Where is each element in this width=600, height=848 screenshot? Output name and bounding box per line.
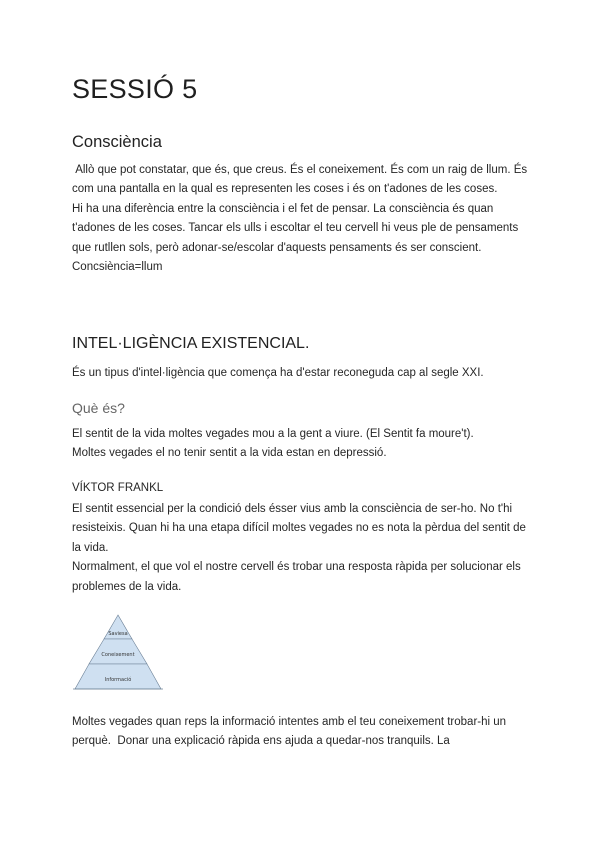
knowledge-pyramid-diagram xyxy=(72,612,164,692)
paragraph: Normalment, el que vol el nostre cervell és trobar una resposta ràpida per solucionar els problemes de la vida. xyxy=(72,561,521,593)
pyramid-label: Informació xyxy=(104,677,132,683)
paragraph: Moltes vegades el no tenir sentit a la vida estan en depressió. xyxy=(72,447,387,460)
paragraph: Allò que pot constatar, que és, que creus. És el coneixement. És com un raig de llum. És com una pantalla en la qual es representen les coses i és on t'adones de les coses. xyxy=(72,164,531,196)
intelligencia-body xyxy=(72,364,532,383)
closing-paragraph xyxy=(72,713,532,752)
consciencia-body xyxy=(72,161,532,277)
paragraph: És un tipus d'intel·ligència que comença ha d'estar reconeguda cap al segle XXI. xyxy=(72,367,484,379)
paragraph: Moltes vegades quan reps la informació intentes amb el teu coneixement trobar-hi un perquè. Donar una explicació ràpida ens ajuda a quedar-nos tranquils. La xyxy=(72,716,510,748)
pyramid-label: Saviesa xyxy=(108,631,128,637)
heading-viktor-frankl: VÍKTOR FRANKL xyxy=(72,482,164,494)
que-es-body xyxy=(72,425,532,464)
heading-que-es: Què és? xyxy=(72,400,125,416)
viktor-frankl-body xyxy=(72,500,532,597)
paragraph: El sentit essencial per la condició dels ésser vius amb la consciència de ser-ho. No t'hi resisteixis. Quan hi ha una etapa difícil moltes vegades no es nota la pèrdua del sentit de la vida. xyxy=(72,503,526,554)
heading-intelligencia-existencial: INTEL·LIGÈNCIA EXISTENCIAL. xyxy=(72,335,310,352)
paragraph: Hi ha una diferència entre la consciència i el fet de pensar. La consciència és quan t'adones de les coses. Tancar els ulls i escoltar el teu cervell hi veus ple de pensaments que rutllen sols, però adonar-se/escolar d'aquests pensaments és ser conscient. xyxy=(72,202,519,254)
page-title: SESSIÓ 5 xyxy=(72,74,198,104)
paragraph: El sentit de la vida moltes vegades mou a la gent a viure. (El Sentit fa moure't). xyxy=(72,428,474,440)
paragraph: Concsiència=llum xyxy=(72,261,163,274)
heading-consciencia: Consciència xyxy=(72,133,162,151)
pyramid-label: Coneixement xyxy=(101,652,135,658)
